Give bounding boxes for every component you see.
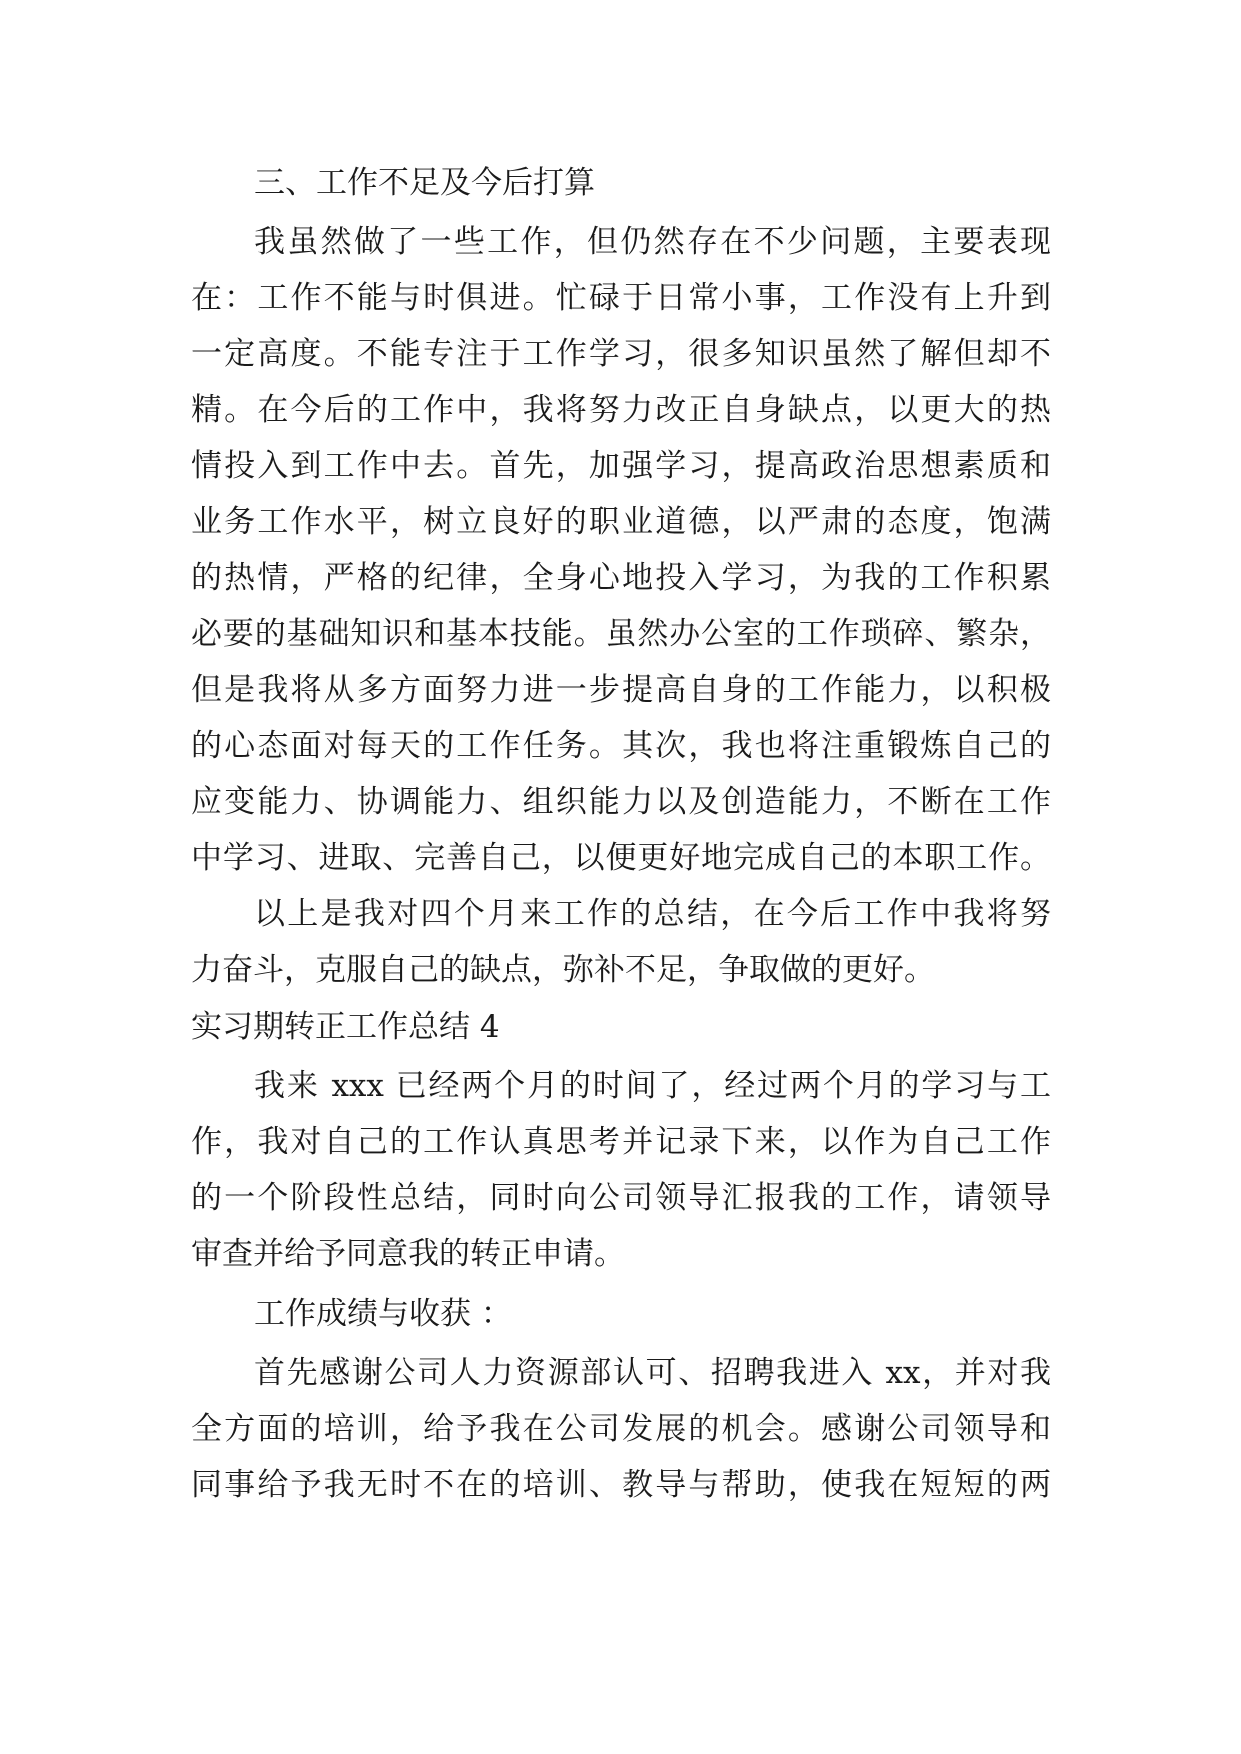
paragraph-line: 必要的基础知识和基本技能。虽然办公室的工作琐碎、繁杂， (191, 616, 1051, 652)
paragraph-line: 首先感谢公司人力资源部认可、招聘我进入 xx，并对我 (254, 1355, 1051, 1391)
paragraph-line: 全方面的培训，给予我在公司发展的机会。感谢公司领导和 (191, 1411, 1051, 1447)
paragraph-line: 精。在今后的工作中，我将努力改正自身缺点，以更大的热 (191, 392, 1051, 428)
subheading: 工作成绩与收获 ： (254, 1296, 512, 1332)
section-heading: 三、工作不足及今后打算 (254, 165, 595, 201)
paragraph-line: 作，我对自己的工作认真思考并记录下来，以作为自己工作 (191, 1124, 1051, 1160)
paragraph-line: 的热情，严格的纪律，全身心地投入学习，为我的工作积累 (191, 560, 1051, 596)
paragraph-line: 一定高度。不能专注于工作学习，很多知识虽然了解但却不 (191, 336, 1051, 372)
paragraph-line: 同事给予我无时不在的培训、教导与帮助，使我在短短的两 (191, 1467, 1051, 1503)
paragraph-line: 业务工作水平，树立良好的职业道德，以严肃的态度，饱满 (191, 504, 1051, 540)
paragraph-line: 的一个阶段性总结，同时向公司领导汇报我的工作，请领导 (191, 1180, 1051, 1216)
paragraph-line: 在：工作不能与时俱进。忙碌于日常小事，工作没有上升到 (191, 280, 1051, 316)
paragraph-line: 但是我将从多方面努力进一步提高自身的工作能力，以积极 (191, 672, 1051, 708)
paragraph-line: 审查并给予同意我的转正申请。 (191, 1236, 625, 1272)
paragraph-line: 情投入到工作中去。首先，加强学习，提高政治思想素质和 (191, 448, 1051, 484)
document-title: 实习期转正工作总结 4 (191, 1009, 500, 1045)
paragraph-line: 的心态面对每天的工作任务。其次，我也将注重锻炼自己的 (191, 728, 1051, 764)
paragraph-line: 力奋斗，克服自己的缺点，弥补不足，争取做的更好。 (191, 952, 935, 988)
paragraph-line: 中学习、进取、完善自己，以便更好地完成自己的本职工作。 (191, 840, 1051, 876)
paragraph-line: 以上是我对四个月来工作的总结，在今后工作中我将努 (254, 896, 1051, 932)
paragraph-line: 我虽然做了一些工作，但仍然存在不少问题，主要表现 (254, 224, 1051, 260)
paragraph-line: 应变能力、协调能力、组织能力以及创造能力，不断在工作 (191, 784, 1051, 820)
paragraph-line: 我来 xxx 已经两个月的时间了，经过两个月的学习与工 (254, 1068, 1051, 1104)
